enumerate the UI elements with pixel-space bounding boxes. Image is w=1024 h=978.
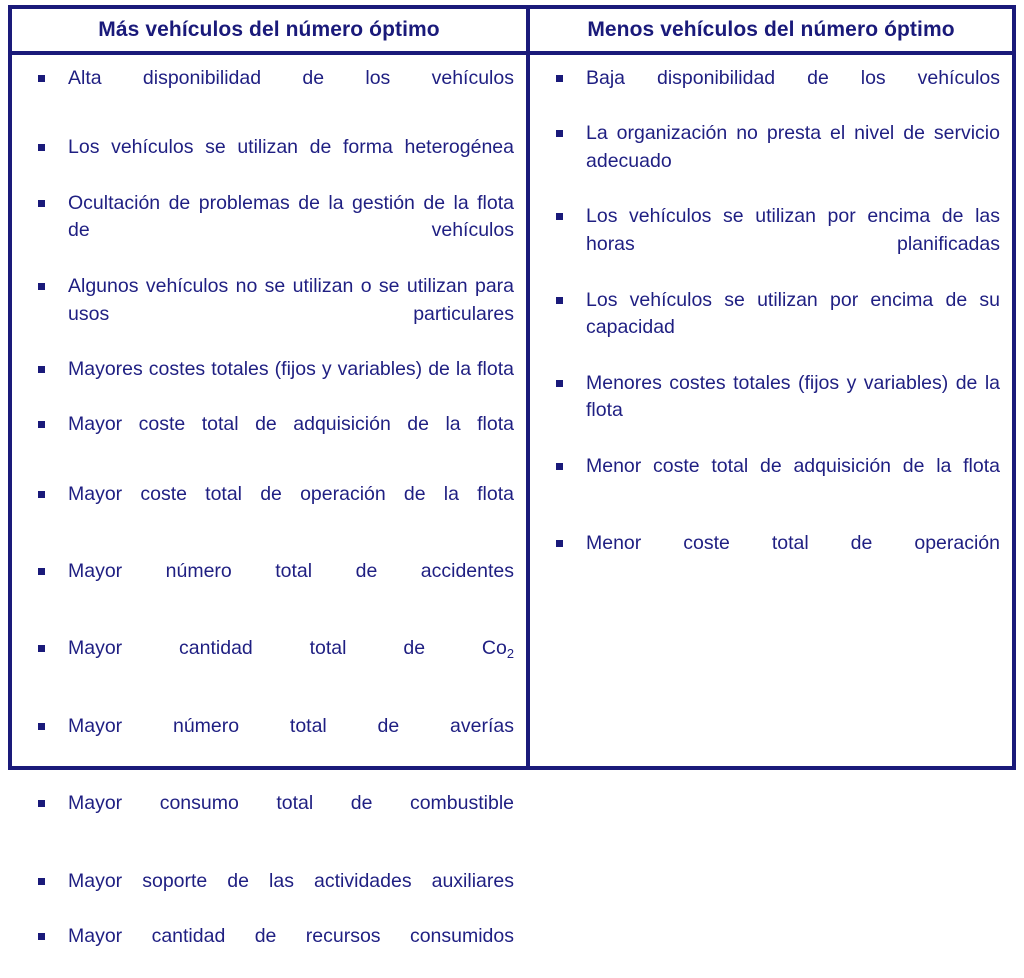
column-header-menos-vehiculos: Menos vehículos del número óptimo (530, 9, 1012, 51)
square-bullet-icon (38, 568, 45, 575)
list-item (542, 120, 1000, 203)
square-bullet-icon (38, 200, 45, 207)
list-item (24, 411, 514, 466)
list-item (542, 453, 1000, 508)
list-item-label: Los vehículos se utilizan de forma heterogénea (68, 136, 514, 159)
list-item-label: Ocultación de problemas de la gestión de la flota de vehículos (68, 191, 514, 242)
square-bullet-icon (38, 800, 45, 807)
table-body-row (12, 55, 1012, 947)
list-item (24, 190, 514, 273)
square-bullet-icon (38, 491, 45, 498)
list-item-label: Algunos vehículos no se utilizan o se utilizan para usos particulares (68, 274, 514, 325)
list-item (542, 65, 1000, 120)
list-item-label: Mayor número total de averías (68, 714, 514, 737)
list-item-label: Mayor consumo total de combustible (68, 792, 514, 815)
list-item-label: Mayor coste total de operación de la flota (68, 482, 514, 505)
list-item-label: Mayor cantidad de recursos consumidos (68, 924, 514, 947)
list-item-label: Alta disponibilidad de los vehículos (68, 67, 514, 89)
column-body-menos-vehiculos (530, 55, 1012, 766)
list-item (24, 790, 514, 845)
column-body-mas-vehiculos (12, 55, 530, 947)
square-bullet-icon (556, 297, 563, 304)
list-item-label: Baja disponibilidad de los vehículos (586, 67, 1000, 89)
square-bullet-icon (38, 723, 45, 730)
list-item (542, 287, 1000, 370)
list-item (24, 65, 514, 120)
column-header-mas-vehiculos: Más vehículos del número óptimo (12, 9, 530, 51)
square-bullet-icon (38, 366, 45, 373)
list-item-label: Menores costes totales (fijos y variables) de la flota (586, 371, 1000, 422)
list-item-label: La organización no presta el nivel de servicio adecuado (586, 122, 1000, 173)
list-item (24, 481, 514, 536)
list-item (24, 134, 514, 189)
list-item (542, 370, 1000, 453)
list-item (24, 356, 514, 411)
list-item (24, 713, 514, 768)
square-bullet-icon (556, 75, 563, 82)
bullet-list-menos (542, 65, 1000, 585)
square-bullet-icon (38, 933, 45, 940)
square-bullet-icon (556, 130, 563, 137)
bullet-list-mas (24, 65, 514, 978)
list-item-label: Los vehículos se utilizan por encima de las horas planificadas (586, 205, 1000, 256)
list-item (542, 203, 1000, 286)
list-item (24, 923, 514, 978)
list-item (24, 273, 514, 356)
square-bullet-icon (38, 421, 45, 428)
square-bullet-icon (556, 540, 563, 547)
list-item (24, 558, 514, 613)
square-bullet-icon (556, 380, 563, 387)
square-bullet-icon (38, 75, 45, 82)
square-bullet-icon (556, 213, 563, 220)
list-item-label: Mayor número total de accidentes (68, 560, 514, 582)
list-item-label: Mayor coste total de adquisición de la flota (68, 413, 514, 436)
square-bullet-icon (38, 283, 45, 290)
list-item-label: Mayor soporte de las actividades auxiliares (68, 869, 514, 892)
list-item-label: Los vehículos se utilizan por encima de su capacidad (586, 288, 1000, 339)
list-item (24, 868, 514, 923)
table-header-row (12, 9, 1012, 55)
comparison-table (8, 5, 1016, 947)
square-bullet-icon (38, 645, 45, 652)
list-item-label: Mayor cantidad total de $Co_2$ (68, 637, 514, 661)
square-bullet-icon (38, 878, 45, 885)
list-item-label: Menor coste total de adquisición de la flota (586, 454, 1000, 477)
square-bullet-icon (556, 463, 563, 470)
square-bullet-icon (38, 144, 45, 151)
list-item-label: Mayores costes totales (fijos y variables) de la flota (68, 357, 514, 380)
list-item (24, 635, 514, 690)
list-item-label: Menor coste total de operación (586, 532, 1000, 554)
list-item (542, 530, 1000, 585)
